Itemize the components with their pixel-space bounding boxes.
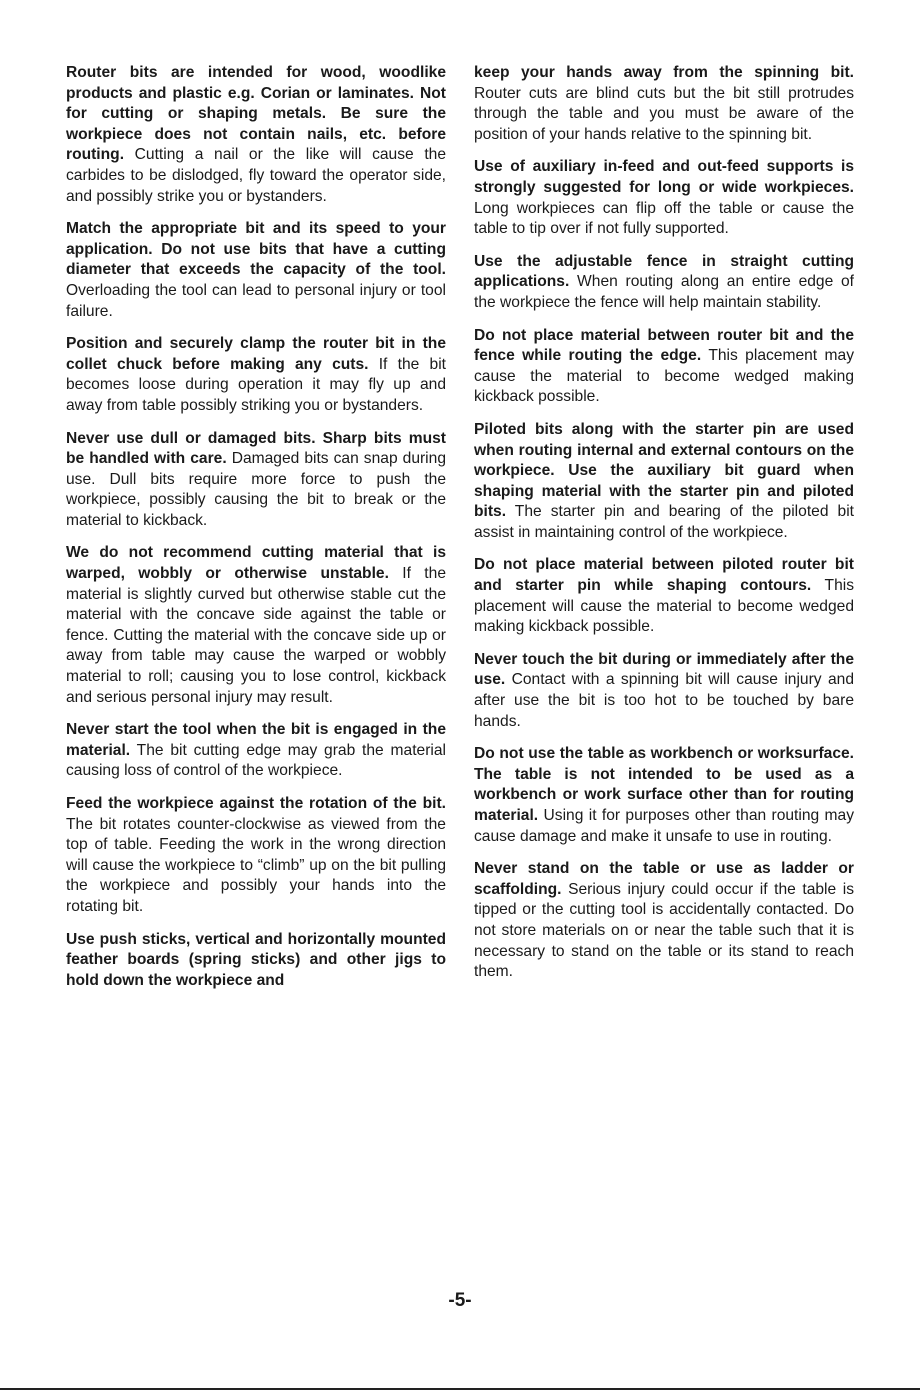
paragraph-body: Contact with a spinning bit will cause injury and after use the bit is too hot to be touched by bare hands. — [474, 671, 854, 730]
paragraph-heading: Do not place material between piloted router bit and starter pin while shaping contours. — [474, 556, 854, 595]
paragraph-body: The bit cutting edge may grab the material causing loss of control of the workpiece. — [66, 741, 446, 780]
paragraph-heading: Match the appropriate bit and its speed to your application. Do not use bits that have a cutting diameter that exceeds the capacity of the tool. — [66, 220, 446, 279]
paragraph-heading: Never use dull or damaged bits. Sharp bits must be handled with care. — [66, 429, 446, 468]
paragraph-heading: Never stand on the table or use as ladder or scaffolding. — [474, 860, 854, 898]
safety-paragraph — [474, 555, 854, 637]
safety-paragraph — [66, 63, 446, 207]
paragraph-heading: keep your hands away from the spinning bit. — [474, 64, 854, 81]
safety-paragraph — [474, 420, 854, 544]
paragraph-heading: Feed the workpiece against the rotation of the bit. — [66, 795, 446, 812]
paragraph-heading: We do not recommend cutting material that is warped, wobbly or otherwise unstable. — [66, 544, 446, 583]
safety-paragraph — [66, 794, 446, 918]
safety-paragraph — [474, 326, 854, 408]
page-number: -5- — [448, 1290, 472, 1311]
paragraph-body: This placement may cause the material to become wedged making kickback possible. — [474, 347, 854, 406]
paragraph-heading: Do not use the table as workbench or worksurface. The table is not intended to be used as a workbench or work surface other than for routing material. — [474, 745, 854, 824]
paragraph-heading: Router bits are intended for wood, woodlike products and plastic e.g. Corian or laminates. Not for cutting or shaping metals. Be sure the workpiece does not contain nails, etc. before routing. — [66, 64, 446, 164]
paragraph-body: The starter pin and bearing of the piloted bit assist in maintaining control of the workpiece. — [474, 503, 854, 541]
bottom-divider — [0, 1388, 920, 1390]
paragraph-heading: Never start the tool when the bit is engaged in the material. — [66, 721, 446, 759]
paragraph-heading: Use of auxiliary in-feed and out-feed supports is strongly suggested for long or wide workpieces. — [474, 158, 854, 196]
paragraph-heading: Use the adjustable fence in straight cutting applications. — [474, 252, 854, 291]
safety-paragraph — [474, 252, 854, 314]
safety-paragraph — [66, 429, 446, 532]
paragraph-body: Using it for purposes other than routing may cause damage and make it unsafe to use in routing. — [474, 807, 854, 845]
paragraph-body: Router cuts are blind cuts but the bit still protrudes through the table and you must be aware of the position of your hands relative to the spinning bit. — [474, 84, 854, 143]
safety-paragraph — [66, 930, 446, 992]
paragraph-body: Overloading the tool can lead to personal injury or tool failure. — [66, 281, 446, 320]
paragraph-body: Cutting a nail or the like will cause the carbides to be dislodged, fly toward the operator side, and possibly strike you or bystanders. — [66, 146, 446, 205]
paragraph-heading: Piloted bits along with the starter pin are used when routing internal and external contours on the workpiece. Use the auxiliary bit guard when shaping material with the starter pin and piloted bits. — [474, 420, 854, 521]
safety-paragraph — [474, 744, 854, 847]
safety-paragraph — [66, 720, 446, 782]
left-column — [66, 63, 446, 1003]
safety-paragraph — [474, 63, 854, 145]
paragraph-body: Long workpieces can flip off the table or cause the table to tip over if not fully supported. — [474, 199, 854, 238]
paragraph-body: This placement will cause the material to become wedged making kickback possible. — [474, 577, 855, 636]
safety-paragraph — [66, 334, 446, 416]
paragraph-heading: Use push sticks, vertical and horizontally mounted feather boards (spring sticks) and other jigs to hold down the workpiece and — [66, 930, 446, 989]
paragraph-heading: Do not place material between router bit and the fence while routing the edge. — [474, 326, 854, 365]
safety-paragraph — [66, 219, 446, 322]
paragraph-heading: Position and securely clamp the router bit in the collet chuck before making any cuts. — [66, 335, 446, 373]
safety-paragraph — [474, 859, 854, 983]
paragraph-body: If the material is slightly curved but otherwise stable cut the material with the concave side against the table or fence. Cutting the material with the concave side up or away from table may cause the warped or wobbly material to roll; causing you to lose control, kickback and serious personal injury may result. — [66, 565, 446, 706]
paragraph-body: When routing along an entire edge of the workpiece the fence will help maintain stability. — [474, 273, 854, 311]
paragraph-heading: Never touch the bit during or immediately after the use. — [474, 650, 854, 689]
paragraph-body: Damaged bits can snap during use. Dull bits require more force to push the workpiece, possibly causing the bit to break or the material to kickback. — [66, 450, 446, 529]
paragraph-body: If the bit becomes loose during operation it may fly up and away from table possibly striking you or bystanders. — [66, 355, 446, 414]
paragraph-body: The bit rotates counter-clockwise as viewed from the top of table. Feeding the work in the wrong direction will cause the workpiece to “climb” up on the bit pulling the workpiece and possibly your hands into the rotating bit. — [66, 815, 446, 915]
safety-paragraph — [474, 157, 854, 239]
safety-paragraph — [474, 650, 854, 732]
safety-paragraph — [66, 543, 446, 708]
right-column — [474, 63, 854, 995]
paragraph-body: Serious injury could occur if the table is tipped or the cutting tool is accidentally contacted. Do not store materials on or near the table such that it is necessary to stand on the table or its stand to reach them. — [474, 880, 854, 981]
